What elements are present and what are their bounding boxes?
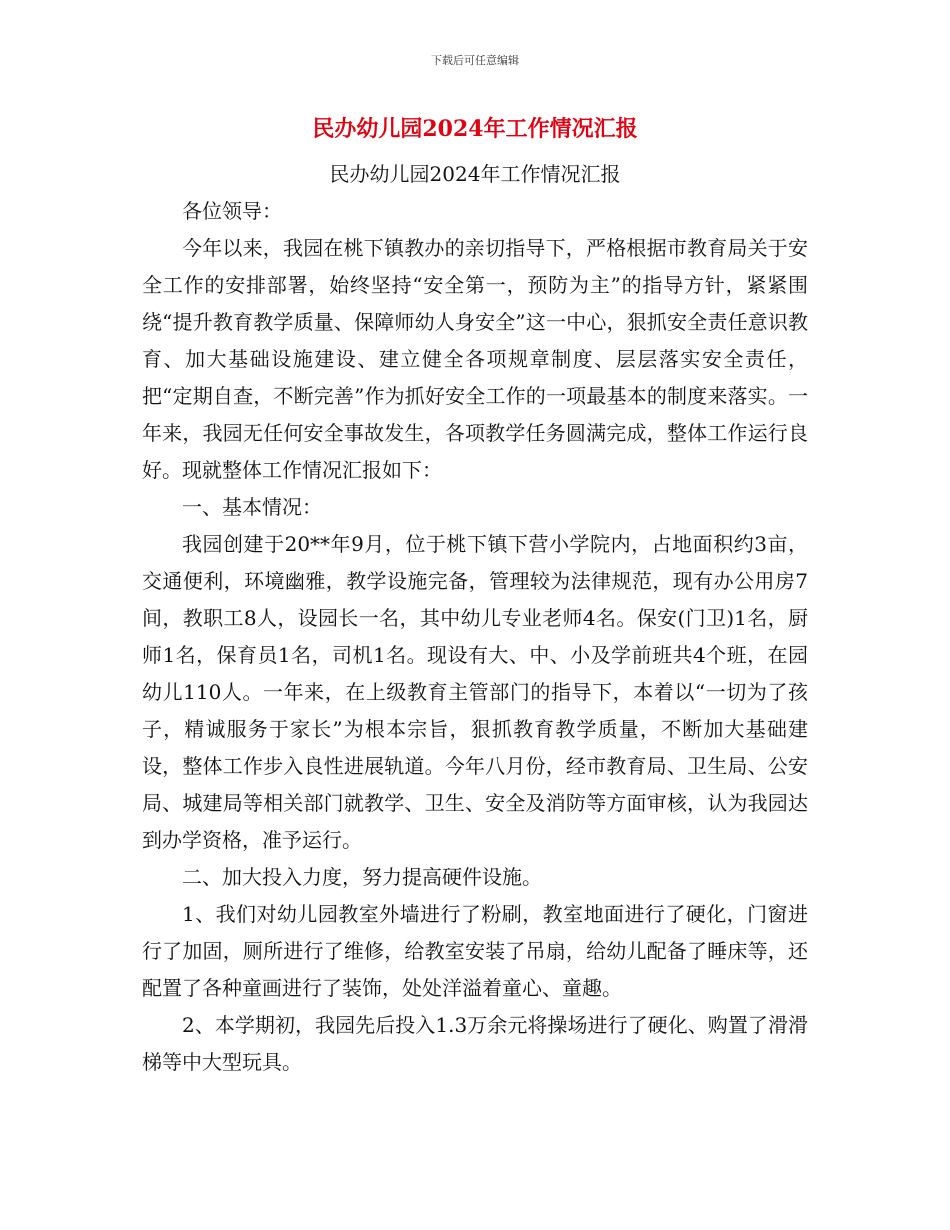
paragraph-item-2: 2、本学期初，我园先后投入1.3万余元将操场进行了硬化、购置了滑滑梯等中大型玩具。 (142, 1013, 808, 1074)
section-heading-investment: 二、加大投入力度，努力提高硬件设施。 (182, 865, 542, 889)
document-subtitle: 民办幼儿园2024年工作情况汇报 (329, 162, 621, 186)
paragraph-intro: 今年以来，我园在桃下镇教办的亲切指导下，严格根据市教育局关于安全工作的安排部署，始终坚持“安全第一，预防为主”的指导方针，紧紧围绕“提升教育教学质量、保障师幼人身安全”这一中心，狠抓安全责任意识教育、加大基础设施建设、建立健全各项规章制度、层层落实安全责任，把“定期自查，不断完善”作为抓好安全工作的一项最基本的制度来落实。一年来，我园无任何安全事故发生，各项教学任务圆满完成，整体工作运行良好。现就整体工作情况汇报如下： (142, 236, 808, 482)
document-title: 民办幼儿园2024年工作情况汇报 (312, 116, 638, 142)
document-body (142, 156, 808, 1081)
salutation: 各位领导： (182, 199, 282, 223)
section-heading-basic-info: 一、基本情况： (182, 495, 322, 519)
paragraph-item-1: 1、我们对幼儿园教室外墙进行了粉刷，教室地面进行了硬化，门窗进行了加固，厕所进行了维修，给教室安装了吊扇，给幼儿配备了睡床等，还配置了各种童画进行了装饰，处处洋溢着童心、童趣。 (142, 902, 808, 1000)
header-note: 下载后可任意编辑 (431, 54, 519, 67)
paragraph-basic-info: 我园创建于20**年9月，位于桃下镇下营小学院内，占地面积约3亩，交通便利，环境幽雅，教学设施完备，管理较为法律规范，现有办公用房7间，教职工8人，设园长一名，其中幼儿专业老师4名。保安(门卫)1名，厨师1名，保育员1名，司机1名。现设有大、中、小及学前班共4个班，在园幼儿110人。一年来，在上级教育主管部门的指导下，本着以“一切为了孩子，精诚服务于家长”为根本宗旨，狠抓教育教学质量，不断加大基础建设，整体工作步入良性进展轨道。今年八月份，经市教育局、卫生局、公安局、城建局等相关部门就教学、卫生、安全及消防等方面审核，认为我园达到办学资格，准予运行。 (142, 532, 808, 852)
